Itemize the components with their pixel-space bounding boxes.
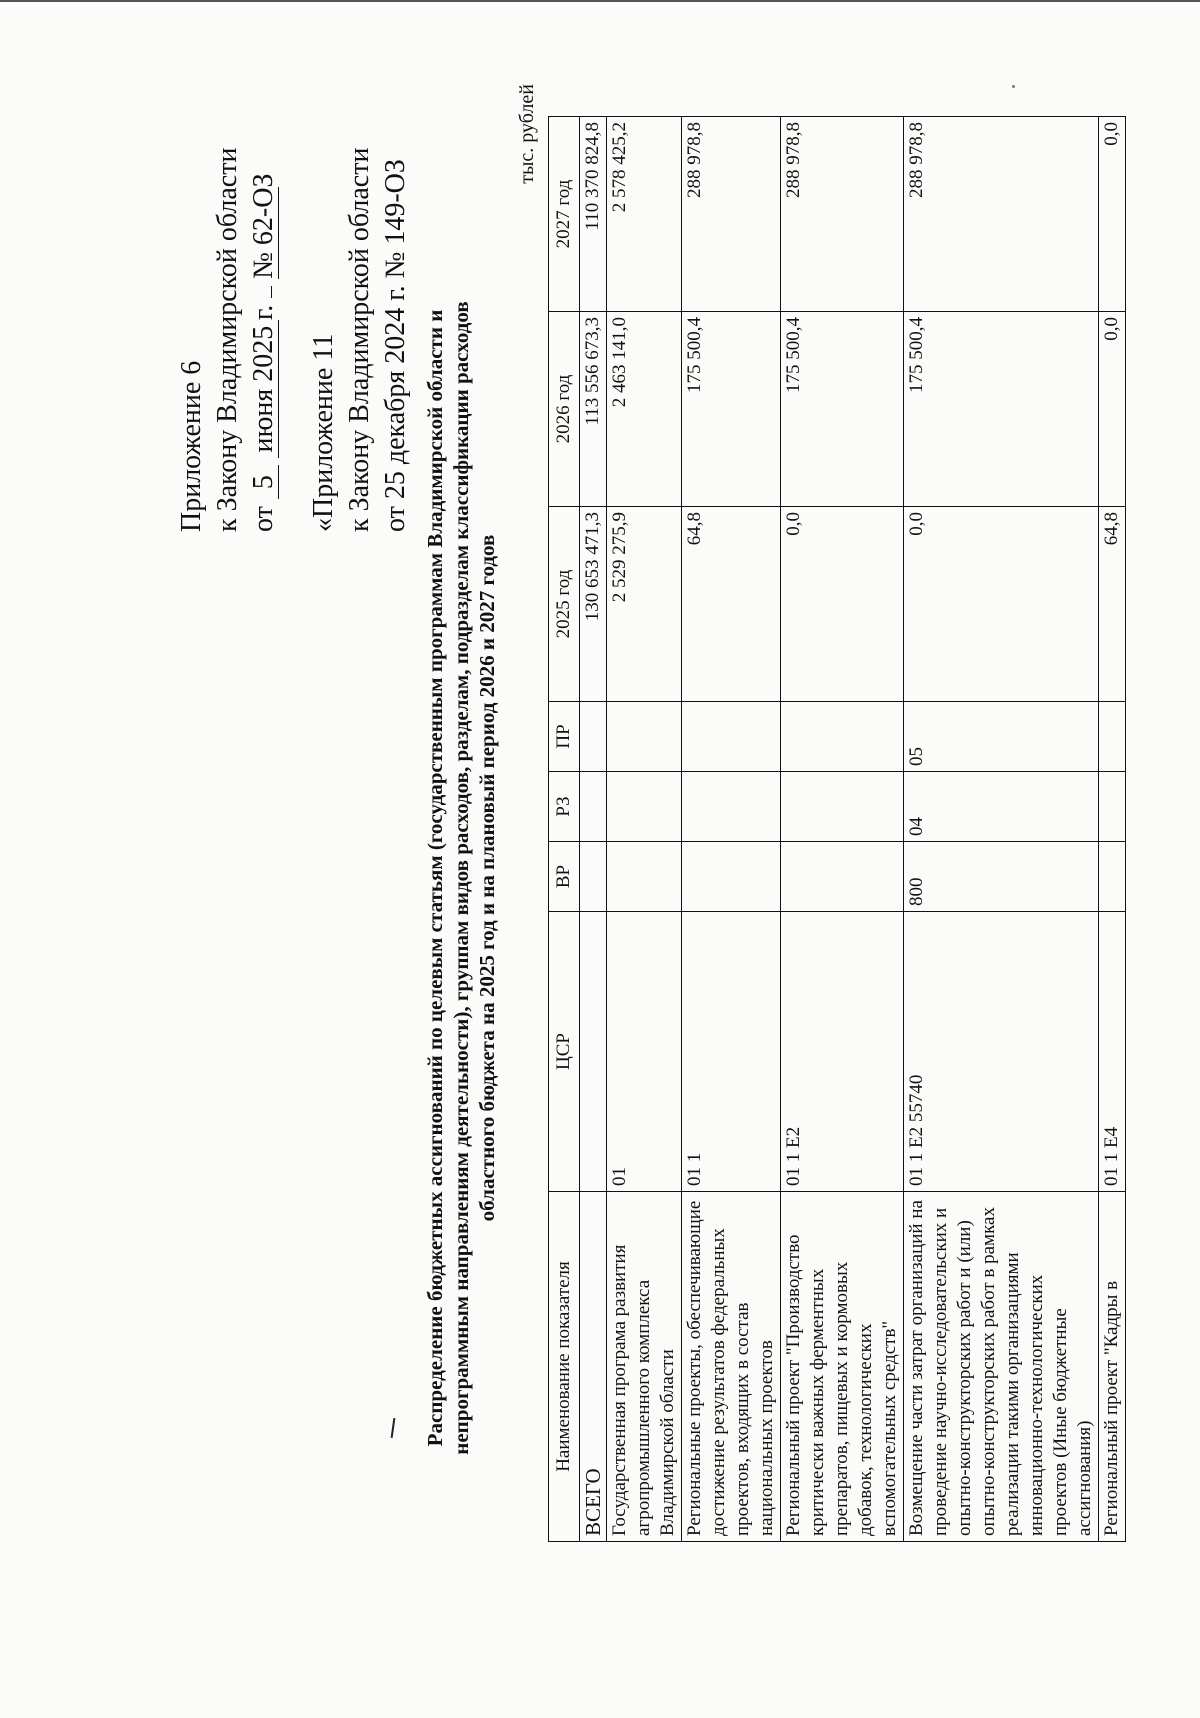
- row-vr: [682, 842, 781, 912]
- row-pr: [781, 702, 904, 772]
- row-name: Региональные проекты, обеспечивающие достижение результатов федеральных проектов, входящих в состав национальных проектов: [682, 1192, 781, 1542]
- column-header-2025: 2025 год: [549, 507, 580, 702]
- row-pr: [682, 702, 781, 772]
- row-2025: 64,8: [1099, 507, 1126, 702]
- document-title: [422, 268, 500, 1488]
- title-line-3: областного бюджета на 2025 год и на плановый период 2026 и 2027 годов: [475, 534, 499, 1222]
- appendix-6-header: [174, 148, 282, 532]
- row-rz: [580, 772, 607, 842]
- row-2026: 175 500,4: [781, 312, 904, 507]
- appendix-11-title: «Приложение 11: [308, 333, 339, 532]
- table-row: [781, 117, 904, 1542]
- row-rz: [607, 772, 682, 842]
- appendix-11-date-line: от 25 декабря 2024 г. № 149-ОЗ: [380, 159, 411, 532]
- appendix-6-date-line: [246, 148, 282, 532]
- column-header-vr: ВР: [549, 842, 580, 912]
- table-header-row: [549, 117, 580, 1542]
- row-rz: [682, 772, 781, 842]
- row-2027: 288 978,8: [781, 117, 904, 312]
- row-2027: 2 578 425,2: [607, 117, 682, 312]
- row-2026: 113 556 673,3: [580, 312, 607, 507]
- row-pr: [580, 702, 607, 772]
- appendix-11-law: к Закону Владимирской области: [344, 147, 375, 532]
- row-2025: 0,0: [781, 507, 904, 702]
- date-month-year: июня 2025: [250, 320, 279, 458]
- title-line-1: Распределение бюджетных ассигнований по целевым статьям (государственным программам Владимирской области и: [423, 309, 447, 1447]
- row-2025: 130 653 471,3: [580, 507, 607, 702]
- appendix-6-law: к Закону Владимирской области: [212, 147, 243, 532]
- row-2025: 64,8: [682, 507, 781, 702]
- row-csr: 01: [607, 912, 682, 1192]
- row-name: Региональный проект "Производство критически важных ферментных препаратов, пищевых и кормовых добавок, технологических вспомогательных средств": [781, 1192, 904, 1542]
- row-2026: 175 500,4: [904, 312, 1099, 507]
- column-header-2027: 2027 год: [549, 117, 580, 312]
- row-csr: 01 1 Е4: [1099, 912, 1126, 1192]
- budget-allocation-table: [548, 116, 1126, 1542]
- column-header-rz: РЗ: [549, 772, 580, 842]
- row-vr: [1099, 842, 1126, 912]
- row-rz: [781, 772, 904, 842]
- row-rz: 04: [904, 772, 1099, 842]
- row-name: Возмещение части затрат организаций на проведение научно-исследовательских и опытно-конструкторских работ и (или) опытно-конструкторских работ в рамках реализации такими организациями инновационно-технологических проектов (Иные бюджетные ассигнования): [904, 1192, 1099, 1542]
- row-vr: 800: [904, 842, 1099, 912]
- units-label: тыс. рублей: [516, 84, 538, 184]
- row-rz: [1099, 772, 1126, 842]
- row-csr: 01 1 Е2: [781, 912, 904, 1192]
- column-header-2026: 2026 год: [549, 312, 580, 507]
- table-row: [904, 117, 1099, 1542]
- row-pr: [1099, 702, 1126, 772]
- table-row: [607, 117, 682, 1542]
- row-pr: 05: [904, 702, 1099, 772]
- row-2026: 2 463 141,0: [607, 312, 682, 507]
- row-2025: 2 529 275,9: [607, 507, 682, 702]
- row-vr: [781, 842, 904, 912]
- row-2027: 288 978,8: [904, 117, 1099, 312]
- row-csr: 01 1 Е2 55740: [904, 912, 1099, 1192]
- row-name: ВСЕГО: [580, 1192, 607, 1542]
- column-header-pr: ПР: [549, 702, 580, 772]
- row-2025: 0,0: [904, 507, 1099, 702]
- row-2027: 0,0: [1099, 117, 1126, 312]
- table-row: [682, 117, 781, 1542]
- row-name: Региональный проект "Кадры в: [1099, 1192, 1126, 1542]
- row-csr: [580, 912, 607, 1192]
- date-prefix: от: [248, 506, 279, 532]
- row-2027: 110 370 824,8: [580, 117, 607, 312]
- column-header-name: Наименование показателя: [549, 1192, 580, 1542]
- row-vr: [607, 842, 682, 912]
- row-2026: 175 500,4: [682, 312, 781, 507]
- column-header-csr: ЦСР: [549, 912, 580, 1192]
- appendix-11-header: [306, 148, 414, 532]
- row-vr: [580, 842, 607, 912]
- row-2026: 0,0: [1099, 312, 1126, 507]
- row-pr: [607, 702, 682, 772]
- appendix-6-title: Приложение 6: [176, 360, 207, 532]
- row-2027: 288 978,8: [682, 117, 781, 312]
- table-row-total: [580, 117, 607, 1542]
- row-csr: 01 1: [682, 912, 781, 1192]
- date-day: 5: [250, 465, 279, 499]
- law-number: № 62-ОЗ: [248, 173, 279, 279]
- date-suffix: г.: [248, 304, 279, 321]
- title-line-2: непрограммным направлениям деятельности), группам видов расходов, разделам, подразделам классификации расходов: [449, 301, 473, 1455]
- row-name: Государственная програма развития агропромышленного комплекса Владимирской области: [607, 1192, 682, 1542]
- table-row: [1099, 117, 1126, 1542]
